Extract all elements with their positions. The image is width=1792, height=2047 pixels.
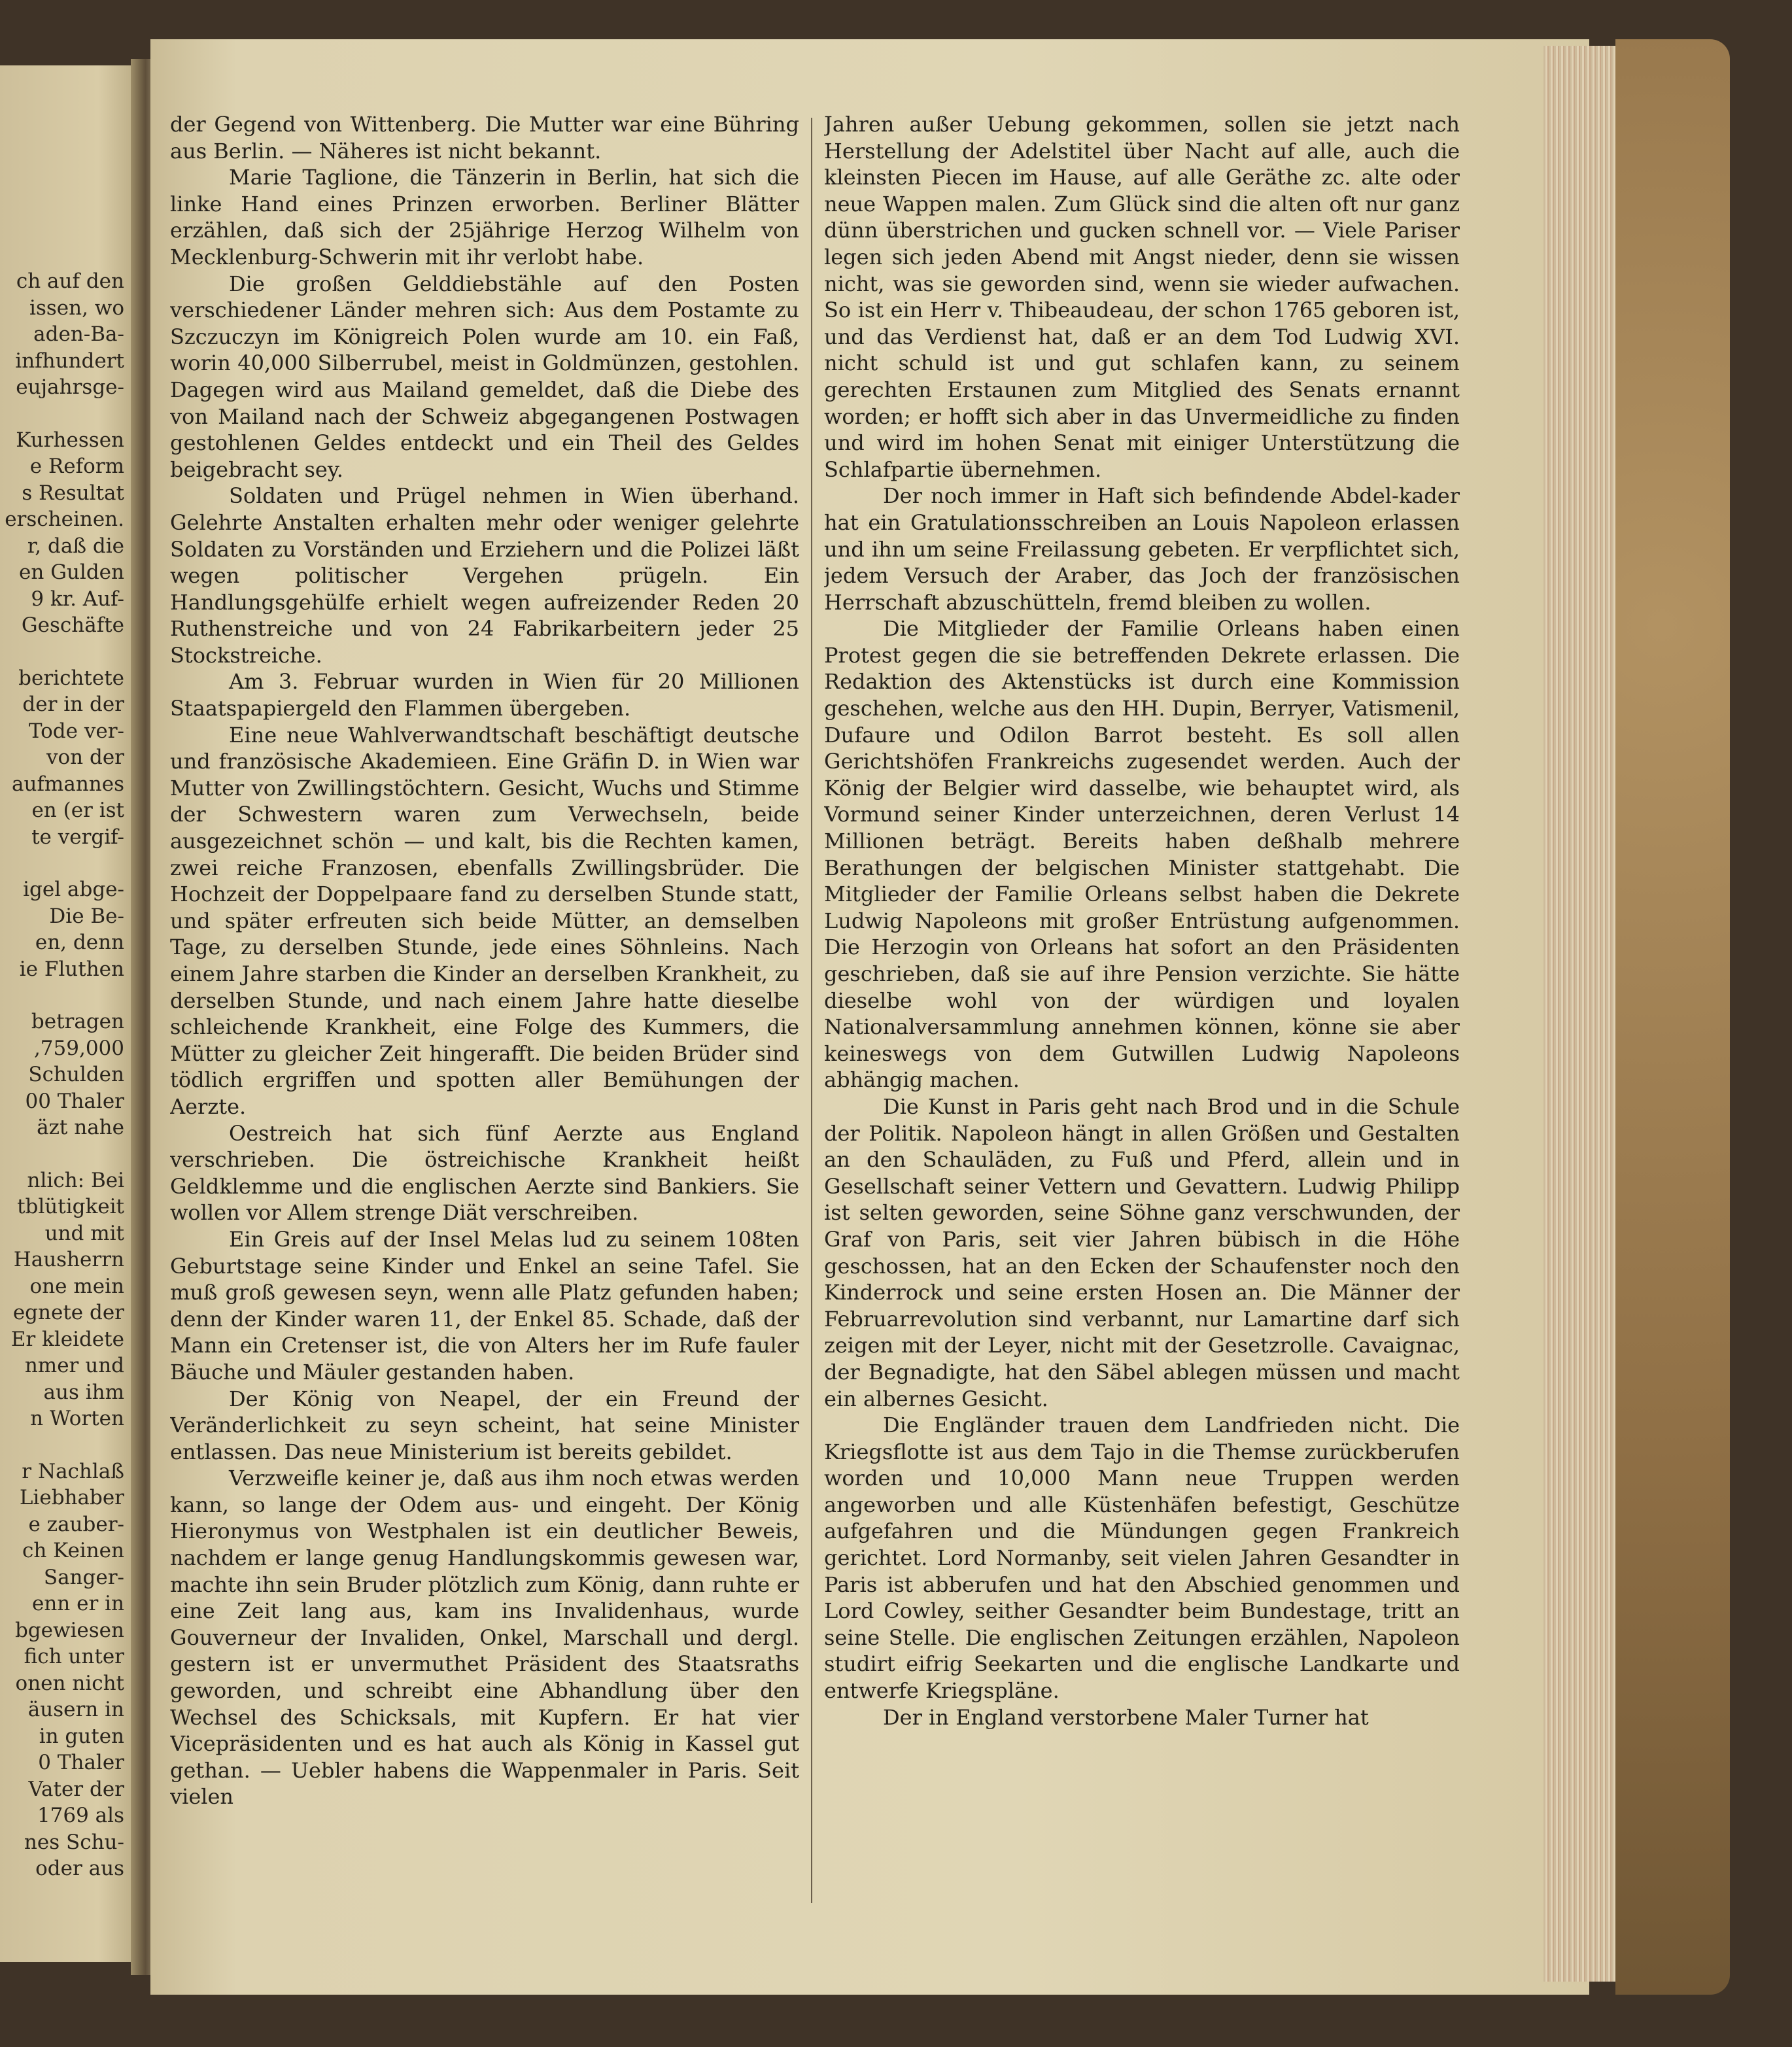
fragment-line: fich unter [24, 1645, 124, 1668]
fragment-line: tblütigkeit [17, 1195, 124, 1218]
fragment-line: erscheinen. [5, 507, 124, 531]
fragment-line: enn er in [31, 1592, 124, 1615]
fragment-line: Tode ver- [28, 719, 124, 743]
left-page [0, 65, 141, 1962]
fragment-line: 0 Thaler [38, 1751, 124, 1774]
column-divider [811, 118, 812, 1903]
fragment-line: eujahrsge- [16, 375, 124, 399]
fragment-line: te vergif- [31, 825, 124, 849]
paragraph: Die Mitglieder der Familie Orleans haben einen Protest gegen die sie betreffenden Dekrete erlassen. Die Redaktion des Aktenstücks ist durch eine Kommission geschehen, welche aus den HH. Dupin, Berryer, Vatismenil, Dufaure und Odilon Barrot besteht. Es soll allen Gerichtshöfen Frankreichs zugesendet werden. Auch der König der Belgier wird dasselbe, wie behauptet wird, als Vormund seiner Kinder unterzeichnen, deren Verlust 14 Millionen beträgt. Bereits haben deßhalb mehrere Berathungen der belgischen Minister stattgehabt. Die Mitglieder der Familie Orleans selbst haben die Dekrete Ludwig Napoleons mit großer Entrüstung aufgenommen. Die Herzogin von Orleans hat sofort an den Präsidenten geschrieben, daß sie auf ihre Pension verzichte. Sie hätte dieselbe wohl von der würdigen und loyalen Nationalversammlung annehmen können, könne sie aber keineswegs von dem Gutwillen Ludwig Napoleons abhängig machen. [824, 616, 1460, 1093]
fragment-line: aus ihm [43, 1380, 124, 1404]
fragment-line: Schulden [28, 1063, 124, 1086]
fragment-line: und mit [44, 1221, 124, 1245]
fragment-line: en Gulden [19, 560, 124, 584]
fragment-line: igel abge- [23, 878, 124, 901]
fragment-line: bgewiesen [14, 1618, 124, 1642]
fragment-line: äusern in [27, 1698, 124, 1721]
paragraph: Am 3. Februar wurden in Wien für 20 Millionen Staatspapiergeld den Flammen übergeben. [170, 669, 799, 721]
fragment-line: betragen [31, 1010, 124, 1033]
fragment-line: aden-Ba- [33, 322, 124, 346]
fragment-line: 9 kr. Auf- [31, 587, 124, 611]
fragment-line: nes Schu- [24, 1830, 124, 1854]
paragraph: Die Engländer trauen dem Landfrieden nicht. Die Kriegsflotte ist aus dem Tajo in die Themse zurückberufen worden und 10,000 Mann neue Truppen werden angeworben und alle Küstenhäfen befestigt, Geschütze aufgefahren und die Mündungen gegen Frankreich gerichtet. Lord Normanby, seit vielen Jahren Gesandter in Paris ist abberufen und hat den Abschied genommen und Lord Cowley, seither Gesandter beim Bundestage, tritt an seine Stelle. Die englischen Zeitungen erzählen, Napoleon studirt eifrig Seekarten und die englische Landkarte und entwerfe Kriegspläne. [824, 1413, 1460, 1704]
paragraph: Soldaten und Prügel nehmen in Wien überhand. Gelehrte Anstalten erhalten mehr oder weniger gelehrte Soldaten zu Vorständen und Erziehern und die Polizei läßt wegen politischer Vergehen prügeln. Ein Handlungsgehülfe erhielt wegen aufreizender Reden 20 Ruthenstreiche und von 24 Fabrikarbeitern jeder 25 Stockstreiche. [170, 483, 799, 668]
fragment-line: von der [46, 746, 124, 769]
fragment-line: en (er ist [31, 799, 124, 822]
fragment-line: ch Keinen [22, 1539, 124, 1562]
fragment-line: Kurhessen [16, 428, 124, 452]
fragment-line: s Resultat [22, 481, 124, 505]
fragment-line: egnete der [12, 1301, 124, 1324]
fragment-line: Er kleidete [10, 1327, 124, 1351]
fragment-line: one mein [29, 1274, 124, 1298]
fragment-line: Geschäfte [21, 613, 124, 637]
fragment-line: Die Be- [49, 904, 124, 928]
fragment-line: Hausherrn [13, 1248, 124, 1271]
fragment-line: ch auf den [16, 269, 124, 293]
fragment-line: e Reform [29, 455, 124, 478]
fragment-line: issen, wo [29, 296, 124, 320]
fragment-line: berichtete [18, 666, 124, 690]
fragment-line: 00 Thaler [25, 1089, 124, 1113]
fragment-line: e zauber- [28, 1512, 124, 1536]
fragment-line: ie Fluthen [19, 957, 124, 981]
paragraph: Oestreich hat sich fünf Aerzte aus England verschrieben. Die östreichische Krankheit heißt Geldklemme und die englischen Aerzte sind Bankiers. Sie wollen vor Allem strenge Diät verschreiben. [170, 1120, 799, 1226]
fragment-line: r, daß die [27, 534, 124, 558]
fragment-line: nmer und [24, 1354, 124, 1377]
paragraph: Ein Greis auf der Insel Melas lud zu seinem 108ten Geburtstage seine Kinder und Enkel an seine Tafel. Sie muß groß gewesen seyn, wenn alle Platz gefunden haben; denn der Kinder waren 11, der Enkel 85. Schade, daß der Mann ein Cretenser ist, die von Alters her im Rufe fauler Bäuche und Mäuler gestanden haben. [170, 1226, 799, 1385]
book-cover [1615, 39, 1730, 1995]
paragraph: Der König von Neapel, der ein Freund der Veränderlichkeit zu seyn scheint, hat seine Minister entlassen. Das neue Ministerium ist bereits gebildet. [170, 1386, 799, 1464]
fragment-line: n Worten [30, 1407, 124, 1430]
fragment-line: ,759,000 [33, 1036, 124, 1060]
fragment-line: Vater der [28, 1777, 124, 1801]
fragment-line: onen nicht [15, 1671, 124, 1695]
fragment-line: in guten [39, 1724, 124, 1748]
paragraph: Verzweifle keiner je, daß aus ihm noch etwas werden kann, so lange der Odem aus- und eingeht. Der König Hieronymus von Westphalen ist ein deutlicher Beweis, nachdem er lange genug Handlungskommis gewesen war, machte ihn sein Bruder plötzlich zum König, dann ruhte er eine Zeit lang aus, kam ins Invalidenhaus, wurde Gouverneur der Invaliden, Onkel, Marschall und dergl. gestern ist er unvermuthet Präsident des Staatsraths geworden, und schreibt eine Abhandlung über den Wechsel des Schicksals, mit Kupfern. Er hat vier Vicepräsidenten und es hat auch als König in Kassel gut gethan. — Uebler habens die Wappenmaler in Paris. Seit vielen [170, 1466, 799, 1810]
fragment-line: Liebhaber [19, 1486, 124, 1509]
right-column [824, 111, 1460, 1916]
left-page-text-fragments [0, 268, 124, 1882]
left-column [170, 111, 799, 1916]
fragment-line: oder aus [35, 1857, 124, 1880]
fragment-line: 1769 als [37, 1804, 124, 1827]
fragment-line: äzt nahe [37, 1116, 124, 1139]
paragraph: der Gegend von Wittenberg. Die Mutter war eine Bühring aus Berlin. — Näheres ist nicht bekannt. [170, 112, 799, 163]
fragment-line: Sanger- [43, 1565, 124, 1589]
fragment-line: der in der [22, 693, 124, 716]
paragraph: Der noch immer in Haft sich befindende Abdel-kader hat ein Gratulationsschreiben an Louis Napoleon erlassen und ihn um seine Freilassung gebeten. Er verpflichtet sich, jedem Versuch der Araber, das Joch der französischen Herrschaft abzuschütteln, fremd bleiben zu wollen. [824, 483, 1460, 615]
paragraph: Eine neue Wahlverwandtschaft beschäftigt deutsche und französische Akademieen. Eine Gräfin D. in Wien war Mutter von Zwillingstöchtern. Gesicht, Wuchs und Stimme der Schwestern waren zum Verwechseln, beide ausgezeichnet schön — und kalt, bis die Rechten kamen, zwei reiche Franzosen, ebenfalls Zwillingsbrüder. Die Hochzeit der Doppelpaare fand zu derselben Stunde statt, und später erfreuten sich beide Mütter, an demselben Tage, zu derselben Stunde, jede eines Söhnleins. Nach einem Jahre starben die Kinder an derselben Krankheit, zu derselben Stunde, und nach einem Jahre hatte dieselbe schleichende Krankheit, eine Folge des Kummers, die Mütter zu gleicher Zeit hingerafft. Die beiden Brüder sind tödlich ergriffen und spotten aller Bemühungen der Aerzte. [170, 722, 799, 1119]
fragment-line: en, denn [35, 931, 124, 954]
fragment-line: r Nachlaß [22, 1459, 124, 1483]
fragment-line: aufmannes [12, 772, 124, 796]
paragraph: Die Kunst in Paris geht nach Brod und in die Schule der Politik. Napoleon hängt in allen Größen und Gestalten an den Schauläden, zu Fuß und Pferd, allein und in Gesellschaft seiner Vettern und Gevattern. Ludwig Philipp ist selten geworden, seine Söhne ganz verschwunden, der Graf von Paris, seit vier Jahren bübisch in die Höhe geschossen, hat an den Ecken der Schaufenster noch den Kinderrock und seine ersten Hosen an. Die Männer der Februarrevolution sind verbannt, nur Lamartine darf sich zeigen mit der Leyer, nicht mit der Gesetzrolle. Cavaignac, der Begnadigte, hat den Säbel ablegen müssen und macht ein albernes Gesicht. [824, 1093, 1460, 1411]
fragment-line: infhundert [15, 349, 124, 373]
paragraph: Die großen Gelddiebstähle auf den Posten verschiedener Länder mehren sich: Aus dem Postamte zu Szczuczyn im Königreich Polen wurde am 10. ein Faß, worin 40,000 Silberrubel, meist in Goldmünzen, gestohlen. Dagegen wird aus Mailand gemeldet, daß die Diebe des von Mailand nach der Schweiz abgegangenen Postwagen gestohlenen Geldes entdeckt und ein Theil des Geldes beigebracht sey. [170, 271, 799, 482]
fragment-line: nlich: Bei [27, 1168, 124, 1192]
paragraph: Der in England verstorbene Maler Turner hat [883, 1704, 1369, 1730]
paragraph: Jahren außer Uebung gekommen, sollen sie jetzt nach Herstellung der Adelstitel über Nacht auf alle, auch die kleinsten Piecen im Hause, auf alle Geräthe zc. alte oder neue Wappen malen. Zum Glück sind die alten oft nur ganz dünn überstrichen und gucken schnell vor. — Viele Pariser legen sich jeden Abend mit Angst nieder, denn sie wissen nicht, was sie geworden sind, wenn sie wieder aufwachen. So ist ein Herr v. Thibeaudeau, der schon 1765 geboren ist, und das Verdienst hat, daß er an dem Tod Ludwig XVI. nicht schuld ist und gut schlafen kann, zu seinem gerechten Erstaunen zum Mitglied des Senats ernannt worden; er hofft sich aber in das Unvermeidliche zu finden und wird im hohen Senat mit einiger Unterstützung die Schlafpartie übernehmen. [824, 112, 1460, 482]
paragraph: Marie Taglione, die Tänzerin in Berlin, hat sich die linke Hand eines Prinzen erworben. Berliner Blätter erzählen, daß sich der 25jährige Herzog Wilhelm von Mecklenburg-Schwerin mit ihr verlobt habe. [170, 165, 799, 269]
